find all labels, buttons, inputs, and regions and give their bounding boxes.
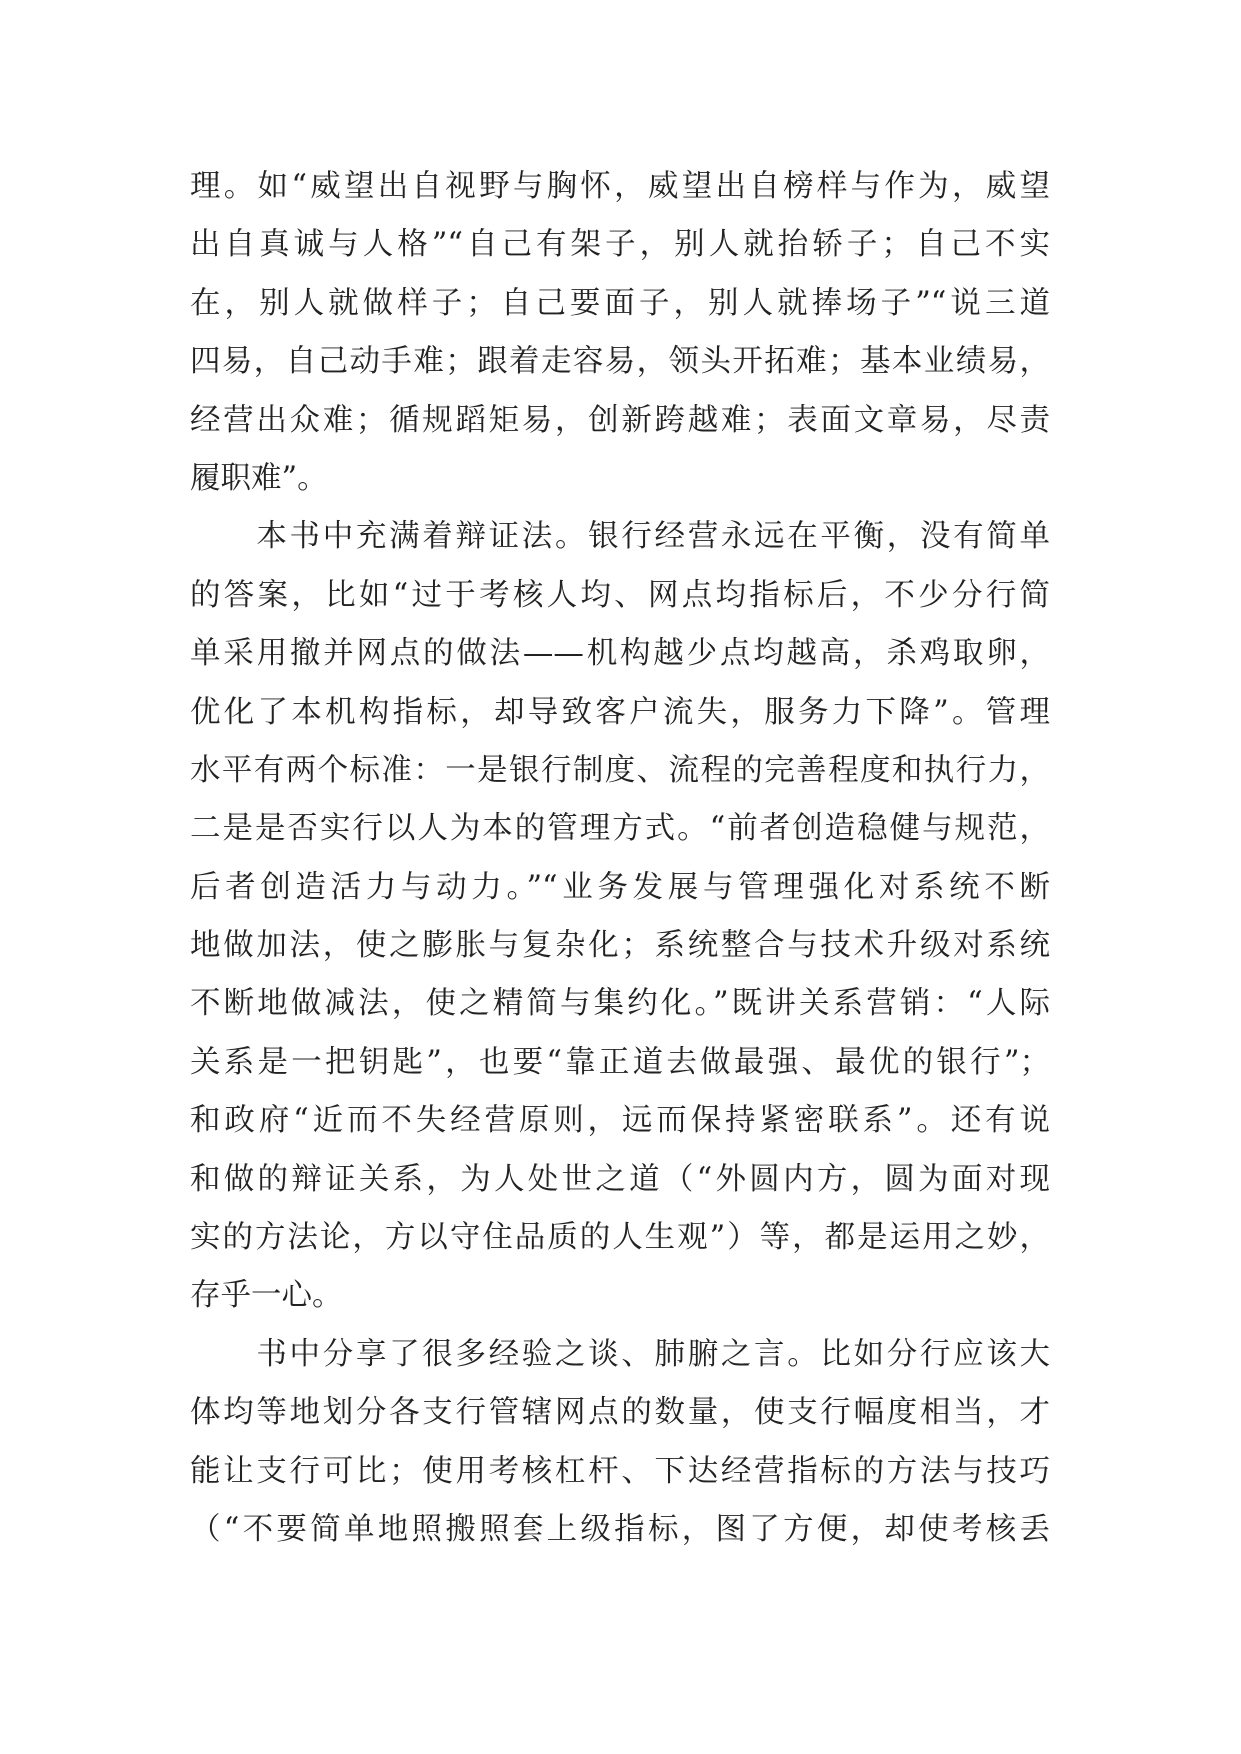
text-line: 理。如“威望出自视野与胸怀，威望出自榜样与作为，威望 <box>190 169 1050 204</box>
text-line: 书中分享了很多经验之谈、肺腑之言。比如分行应该大 <box>190 1336 1050 1372</box>
text-line: 和政府“近而不失经营原则，远而保持紧密联系”。还有说 <box>190 1103 1050 1139</box>
text-line: 存乎一心。 <box>190 1278 343 1314</box>
text-line: 实的方法论，方以守住品质的人生观”）等，都是运用之妙， <box>190 1220 1050 1256</box>
text-line: 履职难”。 <box>190 460 328 496</box>
text-line: 不断地做减法，使之精简与集约化。”既讲关系营销：“人际 <box>190 986 1050 1022</box>
text-line: 出自真诚与人格”“自己有架子，别人就抬轿子；自己不实 <box>190 227 1050 263</box>
text-line: 单采用撤并网点的做法——机构越少点均越高，杀鸡取卵， <box>190 636 1050 672</box>
body-text <box>190 158 1050 1559</box>
text-line: 和做的辩证关系，为人处世之道（“外圆内方，圆为面对现 <box>190 1161 1050 1197</box>
text-line: 优化了本机构指标，却导致客户流失，服务力下降”。管理 <box>190 694 1050 730</box>
text-line: 经营出众难；循规蹈矩易，创新跨越难；表面文章易，尽责 <box>190 402 1050 438</box>
text-line: 的答案，比如“过于考核人均、网点均指标后，不少分行简 <box>190 577 1050 613</box>
text-line: 后者创造活力与动力。”“业务发展与管理强化对系统不断 <box>190 869 1050 905</box>
text-line: 二是是否实行以人为本的管理方式。“前者创造稳健与规范， <box>190 811 1050 847</box>
text-line: 在，别人就做样子；自己要面子，别人就捧场子”“说三道 <box>190 285 1050 321</box>
text-line: 本书中充满着辩证法。银行经营永远在平衡，没有简单 <box>190 519 1050 555</box>
text-line: （“不要简单地照搬照套上级指标，图了方便，却使考核丢 <box>190 1511 1050 1547</box>
text-line: 四易，自己动手难；跟着走容易，领头开拓难；基本业绩易， <box>190 344 1050 380</box>
text-line: 地做加法，使之膨胀与复杂化；系统整合与技术升级对系统 <box>190 928 1050 964</box>
text-line: 体均等地划分各支行管辖网点的数量，使支行幅度相当，才 <box>190 1395 1050 1431</box>
text-line: 能让支行可比；使用考核杠杆、下达经营指标的方法与技巧 <box>190 1453 1050 1489</box>
text-line: 关系是一把钥匙”，也要“靠正道去做最强、最优的银行”； <box>190 1044 1050 1080</box>
text-line: 水平有两个标准：一是银行制度、流程的完善程度和执行力， <box>190 752 1050 788</box>
